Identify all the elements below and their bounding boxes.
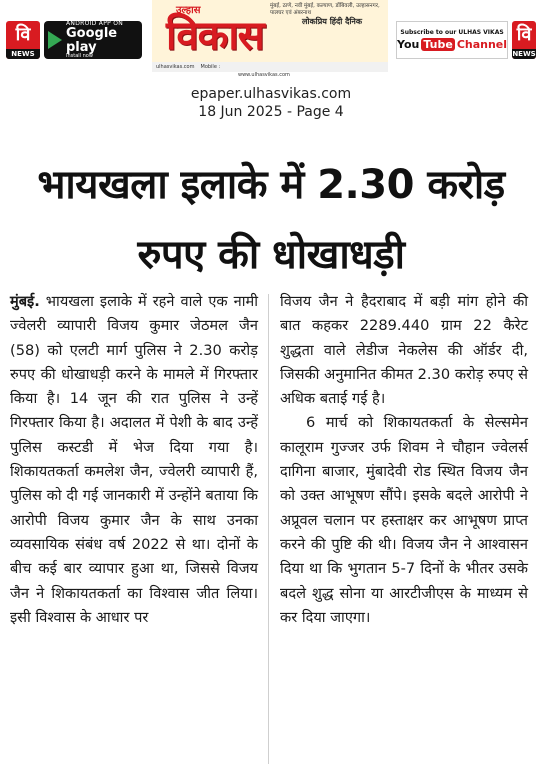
- article-paragraph: विजय जैन ने हैदराबाद में बड़ी मांग होने की बात कहकर 2289.440 ग्राम 22 कैरेट शुद्धता वाले लेडीज नेकलेस की ऑर्डर दी, जिसकी अनुमानित कीमत 2.30 करोड़ रुपए से अधिक बताई गई है।: [280, 293, 528, 408]
- article-column-left: [10, 290, 258, 630]
- masthead-tagline: मुंबई, ठाणे, नवी मुंबई, कल्याण, डोंबिवली, उल्हासनगर, पालघर एवं अंबरनाथ: [270, 3, 380, 16]
- column-divider: [268, 294, 269, 764]
- epaper-date-page: 18 Jun 2025 - Page 4: [198, 104, 344, 120]
- logo-news-badge-right: NEWS: [512, 50, 536, 58]
- masthead-title: विकास: [166, 13, 264, 59]
- masthead-mobile: Mobile :: [200, 64, 221, 70]
- youtube-tube: Tube: [423, 38, 453, 51]
- youtube-subscribe-text: Subscribe to our ULHAS VIKAS: [400, 29, 504, 36]
- masthead-small-word: उल्हास: [176, 5, 201, 16]
- article-paragraph: 6 मार्च को शिकायतकर्ता के सेल्समेन कालूराम गुज्जर उर्फ शिवम ने चौहान ज्वेलर्स दागिना बाजार, मुंबादेवी रोड स्थित विजय जैन को उक्त आभूषण सौंपे। इसके बदले आरोपी ने अप्रूवल चलान पर हस्ताक्षर कर आभूषण प्राप्त करने की पुष्टि की थी। विजय जैन ने आश्वासन दिया था कि भुगतान 5-7 दिनों के भीतर उसके बदले शुद्ध सोना या आरटीजीएस के माध्यम से कर दिया जाएगा।: [280, 414, 528, 626]
- epaper-url: epaper.ulhasvikas.com: [190, 86, 352, 102]
- youtube-channel: Channel: [456, 38, 508, 51]
- gplay-line1: ANDROID APP ON: [66, 19, 124, 27]
- google-play-button[interactable]: [44, 21, 142, 59]
- gplay-line2: Install now: [66, 53, 93, 60]
- masthead-url: www.ulhasvikas.com: [238, 72, 290, 78]
- ulhas-vikas-logo-left: वि NEWS: [6, 21, 40, 59]
- article-dateline: मुंबई.: [10, 293, 40, 310]
- youtube-subscribe-box[interactable]: [396, 21, 508, 59]
- google-play-icon: [48, 31, 62, 49]
- gplay-label: Google play: [66, 25, 118, 55]
- masthead-left-brand: [6, 20, 142, 60]
- article-paragraph: [10, 290, 258, 630]
- ulhas-vikas-logo-right: वि NEWS: [512, 21, 536, 59]
- masthead-info-line: [152, 62, 388, 72]
- newspaper-masthead: [152, 0, 388, 78]
- article-column-right: [280, 290, 528, 630]
- youtube-you: You: [397, 38, 420, 51]
- article-headline: भायखला इलाके में 2.30 करोड़ रुपए की धोखाधड़ी: [37, 162, 505, 278]
- article-text: भायखला इलाके में रहने वाले एक नामी ज्वेलरी व्यापारी विजय कुमार जेठमल जैन (58) को एलटी मार्ग पुलिस ने 2.30 करोड़ रुपए की धोखाधड़ी करने के मामले में गिरफ्तार किया है। 14 जून की रात पुलिस ने उन्हें गिरफ्तार किया है। अदालत में पेशी के बाद उन्हें पुलिस कस्टडी में भेज दिया गया है। शिकायतकर्ता कमलेश जैन, ज्वेलरी व्यापारी हैं, पुलिस को दी गई जानकारी में उन्होंने बताया कि आरोपी विजय कुमार जैन के साथ उनका व्यवसायिक संबंध वर्ष 2022 से था। दोनों के बीच कई बार व्यापार हुआ था, जिससे विजय जैन ने शिकायतकर्ता का विश्वास जीत लिया। इसी विश्वास के आधार पर: [10, 293, 259, 626]
- masthead-site: ulhasvikas.com: [156, 64, 195, 70]
- masthead-right-brand: [396, 20, 536, 60]
- masthead-subtitle: लोकप्रिय हिंदी दैनिक: [302, 17, 363, 26]
- masthead: [0, 0, 542, 78]
- logo-news-badge: NEWS: [6, 49, 40, 59]
